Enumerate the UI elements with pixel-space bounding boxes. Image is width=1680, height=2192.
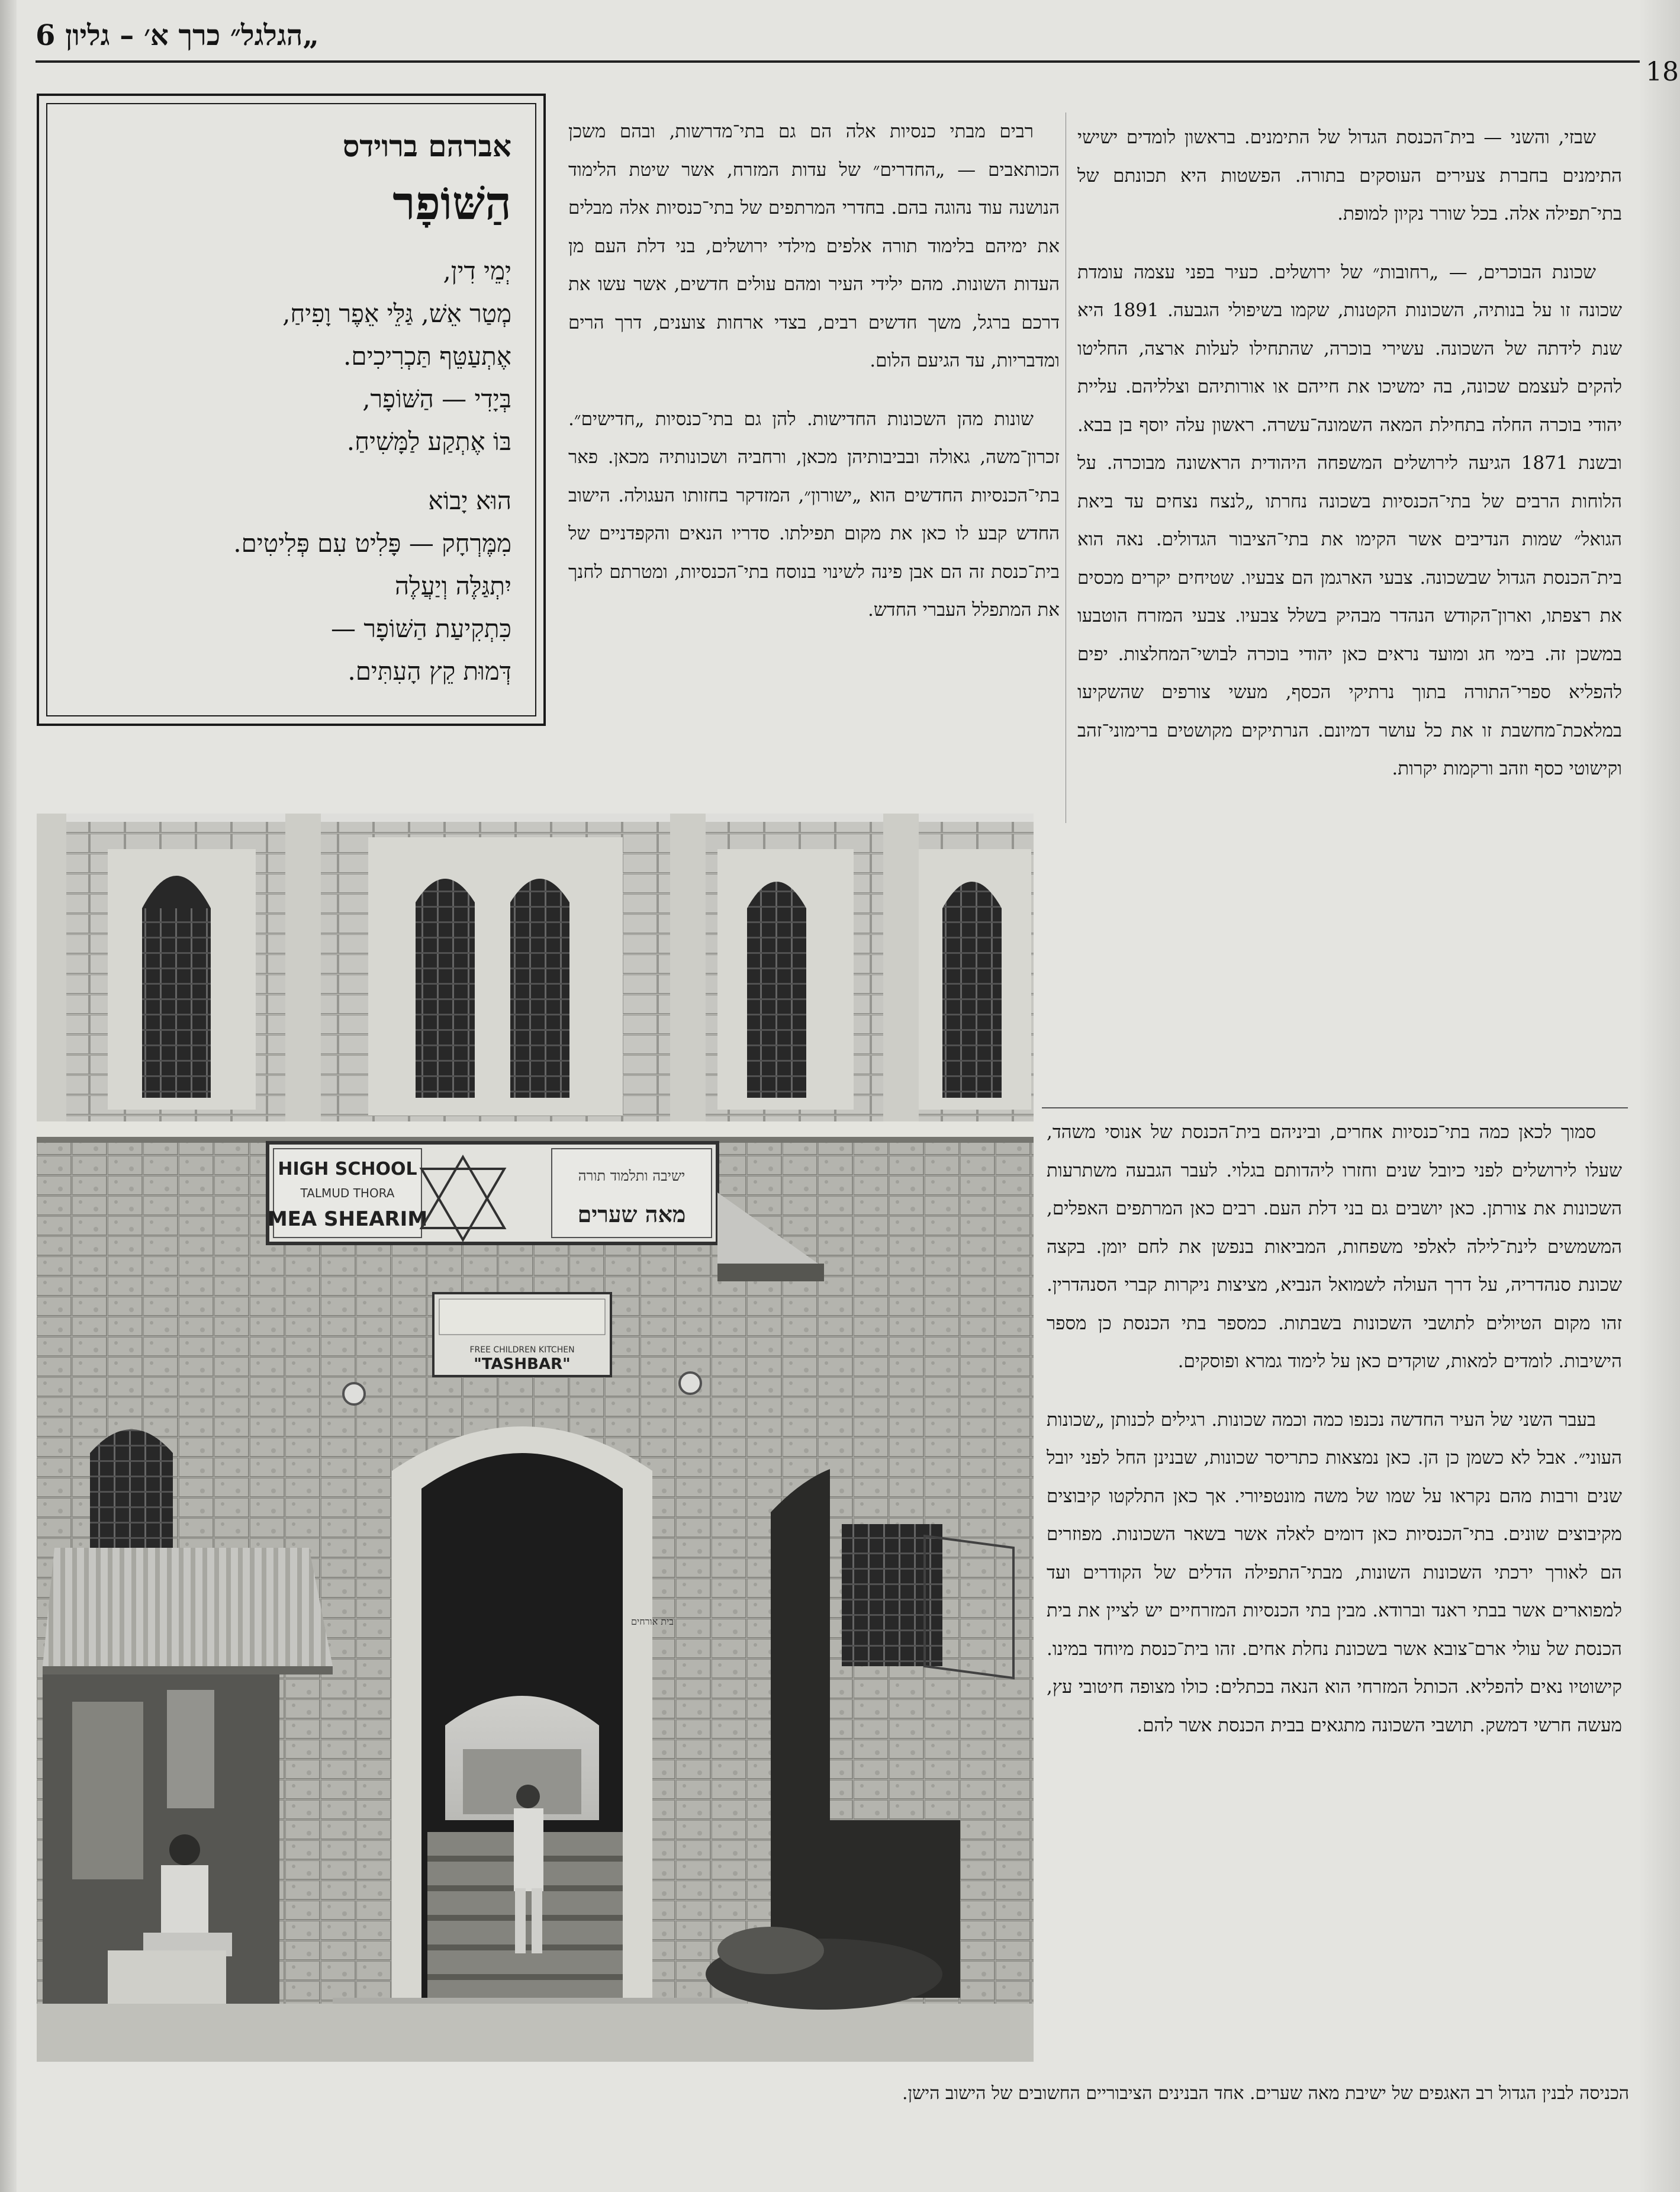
poem-line: מִמֶּרְחָק — פָּלִיט עִם פְּלִיטִים. <box>233 529 511 558</box>
article-paragraph: שבזי, והשני — בית־הכנסת הגדול של התימנים. בראשון לומדים ישישי התימנים בחברת צעירים העוסקים בתורה. הפשטות היא תכונתם של בתי־תפילה אלה. בכל שורר נקיון למופת. <box>1077 127 1622 224</box>
sign-hebrew-line: מאה שערים <box>577 1201 686 1227</box>
publication-title: „הגלגל״ כרך א׳ – גליון 6 <box>36 19 319 52</box>
article-paragraph: שונות מהן השכונות החדישות. להן גם בתי־כנסיות „חדישים״. זכרון־משה, גאולה ובביבותיהן מכאן, ורחביה ושכונותיה מכאן. פאר בתי־הכנסיות החדשים הוא „ישורון״, המזדקר בחזותו העגולה. הישוב החדש קבע לו כאן את מקום תפילתו. סדריו הנאים והקפדניים של בית־כנסת זה הם אבן פינה לשינוי בנוסח בתי־הכנסיות, ומטרתם לחנך את המתפלל העברי החדש. <box>568 408 1060 621</box>
poem-line: אֶתְעַטֵּף תַּכְרִיכִים. <box>343 342 511 371</box>
poem-box <box>37 94 546 726</box>
article-column-right <box>1077 118 1622 1089</box>
building-photo-graphic <box>37 814 1034 2062</box>
article-column-middle <box>568 113 1060 764</box>
poem-line: מְטַר אֵשׁ, גַּלֵּי אֵפֶר וָפִיחַ, <box>282 299 511 328</box>
photo-caption <box>37 2075 1629 2152</box>
sign-english-line: MEA SHEARIM <box>267 1207 428 1231</box>
poem-line: הוּא יָבוֹא <box>428 486 511 515</box>
door-label: בית אורחים <box>631 1616 674 1627</box>
poem-line: יִתְגַּלֶּה וְיַעֲלֶה <box>395 571 511 600</box>
sign-english-line: TALMUD THORA <box>300 1186 395 1200</box>
caption-line: הכניסה לבנין הגדול רב האגפים של ישיבת מאה שערים. אחד הבנינים הציבוריים החשובים של הישוב הישן. <box>902 2083 1629 2104</box>
poem-line: דְּמוּת קֵץ הָעִתִּים. <box>347 657 511 686</box>
stanza-gap <box>65 463 511 480</box>
article-paragraph: סמוך לכאן כמה בתי־כנסיות אחרים, וביניהם בית־הכנסת של אנוסי משהד, שעלו לירושלים לפני כיובל שנים וחזרו ליהדותם בגלוי. לעבר הגבעה משתרעות השכונות את צורתן. כאן יושבים גם בני דלת העם. רבים כאן המרתפים האפלים, המשמשים לינת־לילה לאלפי משפחות, המביאות בנפשן את לחם יומן. בקצה שכונת סנהדריה, על דרך העולה לשמואל הנביא, מציצות ניקרות קברי הסנהדרין. זהו מקום הטיולים לתושבי השכונות בשבתות. כמספר בתי הכנסת כן מספר הישיבות. לומדים למאות, שוקדים כאן על לימוד גמרא ופוסקים. <box>1047 1121 1622 1372</box>
article-paragraph: רבים מבתי כנסיות אלה הם גם בתי־מדרשות, ובהם משכן הכותאבים — „החדרים״ של עדות המזרח, אשר שיטת הלימוד הנושנה עוד נהוגה בהם. בחדרי המרתפים של בתי־כנסיות אלה מבלים את ימיהם בלימוד תורה אלפים מילדי ירושלים, בני דלת העם מן העדות השונות. מהם ילידי העיר ומהם עולים חדשים, אשר עשו את דרכם ברגל, משך חדשים רבים, בצדי ארחות צוענים, דרך הרים ומדבריות, עד הגיעם הלום. <box>568 121 1060 371</box>
page-edge <box>1639 0 1680 2192</box>
sign-english-line: "TASHBAR" <box>474 1355 571 1373</box>
article-paragraph: שכונת הבוכרים, — „רחובות״ של ירושלים. כעיר בפני עצמה עומדת שכונה זו על בנותיה, השכונות הקטנות, שקמו בשיפולי הגבעה. 1891 היא שנת לידתה של השכונה. עשירי בוכרה, שהתחילו לעלות ארצה, החליטו להקים לעצמם שכונה, בה ימשיכו את חייהם או אורותיהם וצלליהם. עליית יהודי בוכרה החלה בתחילת המאה השמונה־עשרה. ראשון עלה יוסף בן בבא. ובשנת 1871 הגיעה לירושלים המשפחה היהודית הראשונה מבוכרה. על הלוחות הרבים של בתי־הכנסיות בשכונה נחרתו „לנצח נצחים עד ביאת הגואל״ שמות הנדיבים אשר הקימו את בתי־הציבור הגדולים. נאה הוא בית־הכנסת הגדול שבשכונה. צבעי הארגמן הם צבעיו. שטיחים יקרים מכסים את רצפתו, וארון־הקודש הנהדר מבהיק בשלל צבעיו. צבעי המזרח הוטבעו במשכן זה. בימי חג ומועד נראים כאן יהודי בוכרה לבושי־המחלצות. יפים להפליא ספרי־התורה בתוך נרתיקי הכסף, מעשי צורפים שהשקיעו במלאכת־מחשבת זו את כל עושר דמיונם. הנרתיקים מקושטים ברימוני־זהב וקישוטי כסף וזהב ורקמות יקרות. <box>1077 261 1622 779</box>
sign-hebrew-line: ישיבה ותלמוד תורה <box>578 1168 685 1184</box>
poem-line: בְּיָדִי — הַשּׁוֹפָר, <box>362 384 511 413</box>
poem-line: בּוֹ אֶתְקַע לַמָּשִׁיחַ. <box>346 427 511 456</box>
poem-line: יְמֵי דִין, <box>443 256 511 285</box>
building-photo <box>37 814 1034 2062</box>
article-paragraph: בעבר השני של העיר החדשה נכנפו כמה וכמה שכונות. רגילים לכנותן „שכונות העוני״. אבל לא כשמן כן הן. כאן נמצאות כתריסר שכונות, שבנינן החל לפני יובל שנים ורבות מהם נקראו על שמו של משה מונטפיורי. אך כאן התלקטו קיבוצים מקיבוצים שונים. בתי־הכנסיות כאן דומים לאלה אשר בשאר השכונות. מפוזרים הם לאורך ירכתי השכונות השונות, מבתי־התפילה הדלים של הקודרים ועד למפוארים אשר בבתי ראנד וברודא. מבין בתי הכנסיות המזרחיים יש לציין את בית הכנסת של עולי ארם־צובא אשר בשכונת נחלת אחים. זהו בית־כנסת מיוחד במינו. קישוטיו נאים להפליא. הכותל המזרחי הוא הנאה בכתלים: כולו מצופה חיטובי עץ, מעשה חרשי דמשק. תושבי השכונה מתגאים בבית הכנסת אשר להם. <box>1047 1409 1622 1736</box>
article-column-lower <box>1047 1113 1622 2120</box>
poem-author: אברהם ברוידס <box>342 128 511 163</box>
sign-english-line: HIGH SCHOOL <box>278 1159 417 1179</box>
poem-inner-frame <box>46 103 536 716</box>
page-binding-shadow <box>0 0 17 2192</box>
poem-title: הַשּׁוֹפָר <box>392 176 511 230</box>
section-rule <box>1042 1107 1628 1108</box>
sign-english-line: FREE CHILDREN KITCHEN <box>469 1345 575 1355</box>
page-header <box>36 13 1640 63</box>
page-number: 18 <box>1646 57 1679 87</box>
poem-line: כִּתְקִיעַת הַשּׁוֹפָר — <box>331 614 511 643</box>
